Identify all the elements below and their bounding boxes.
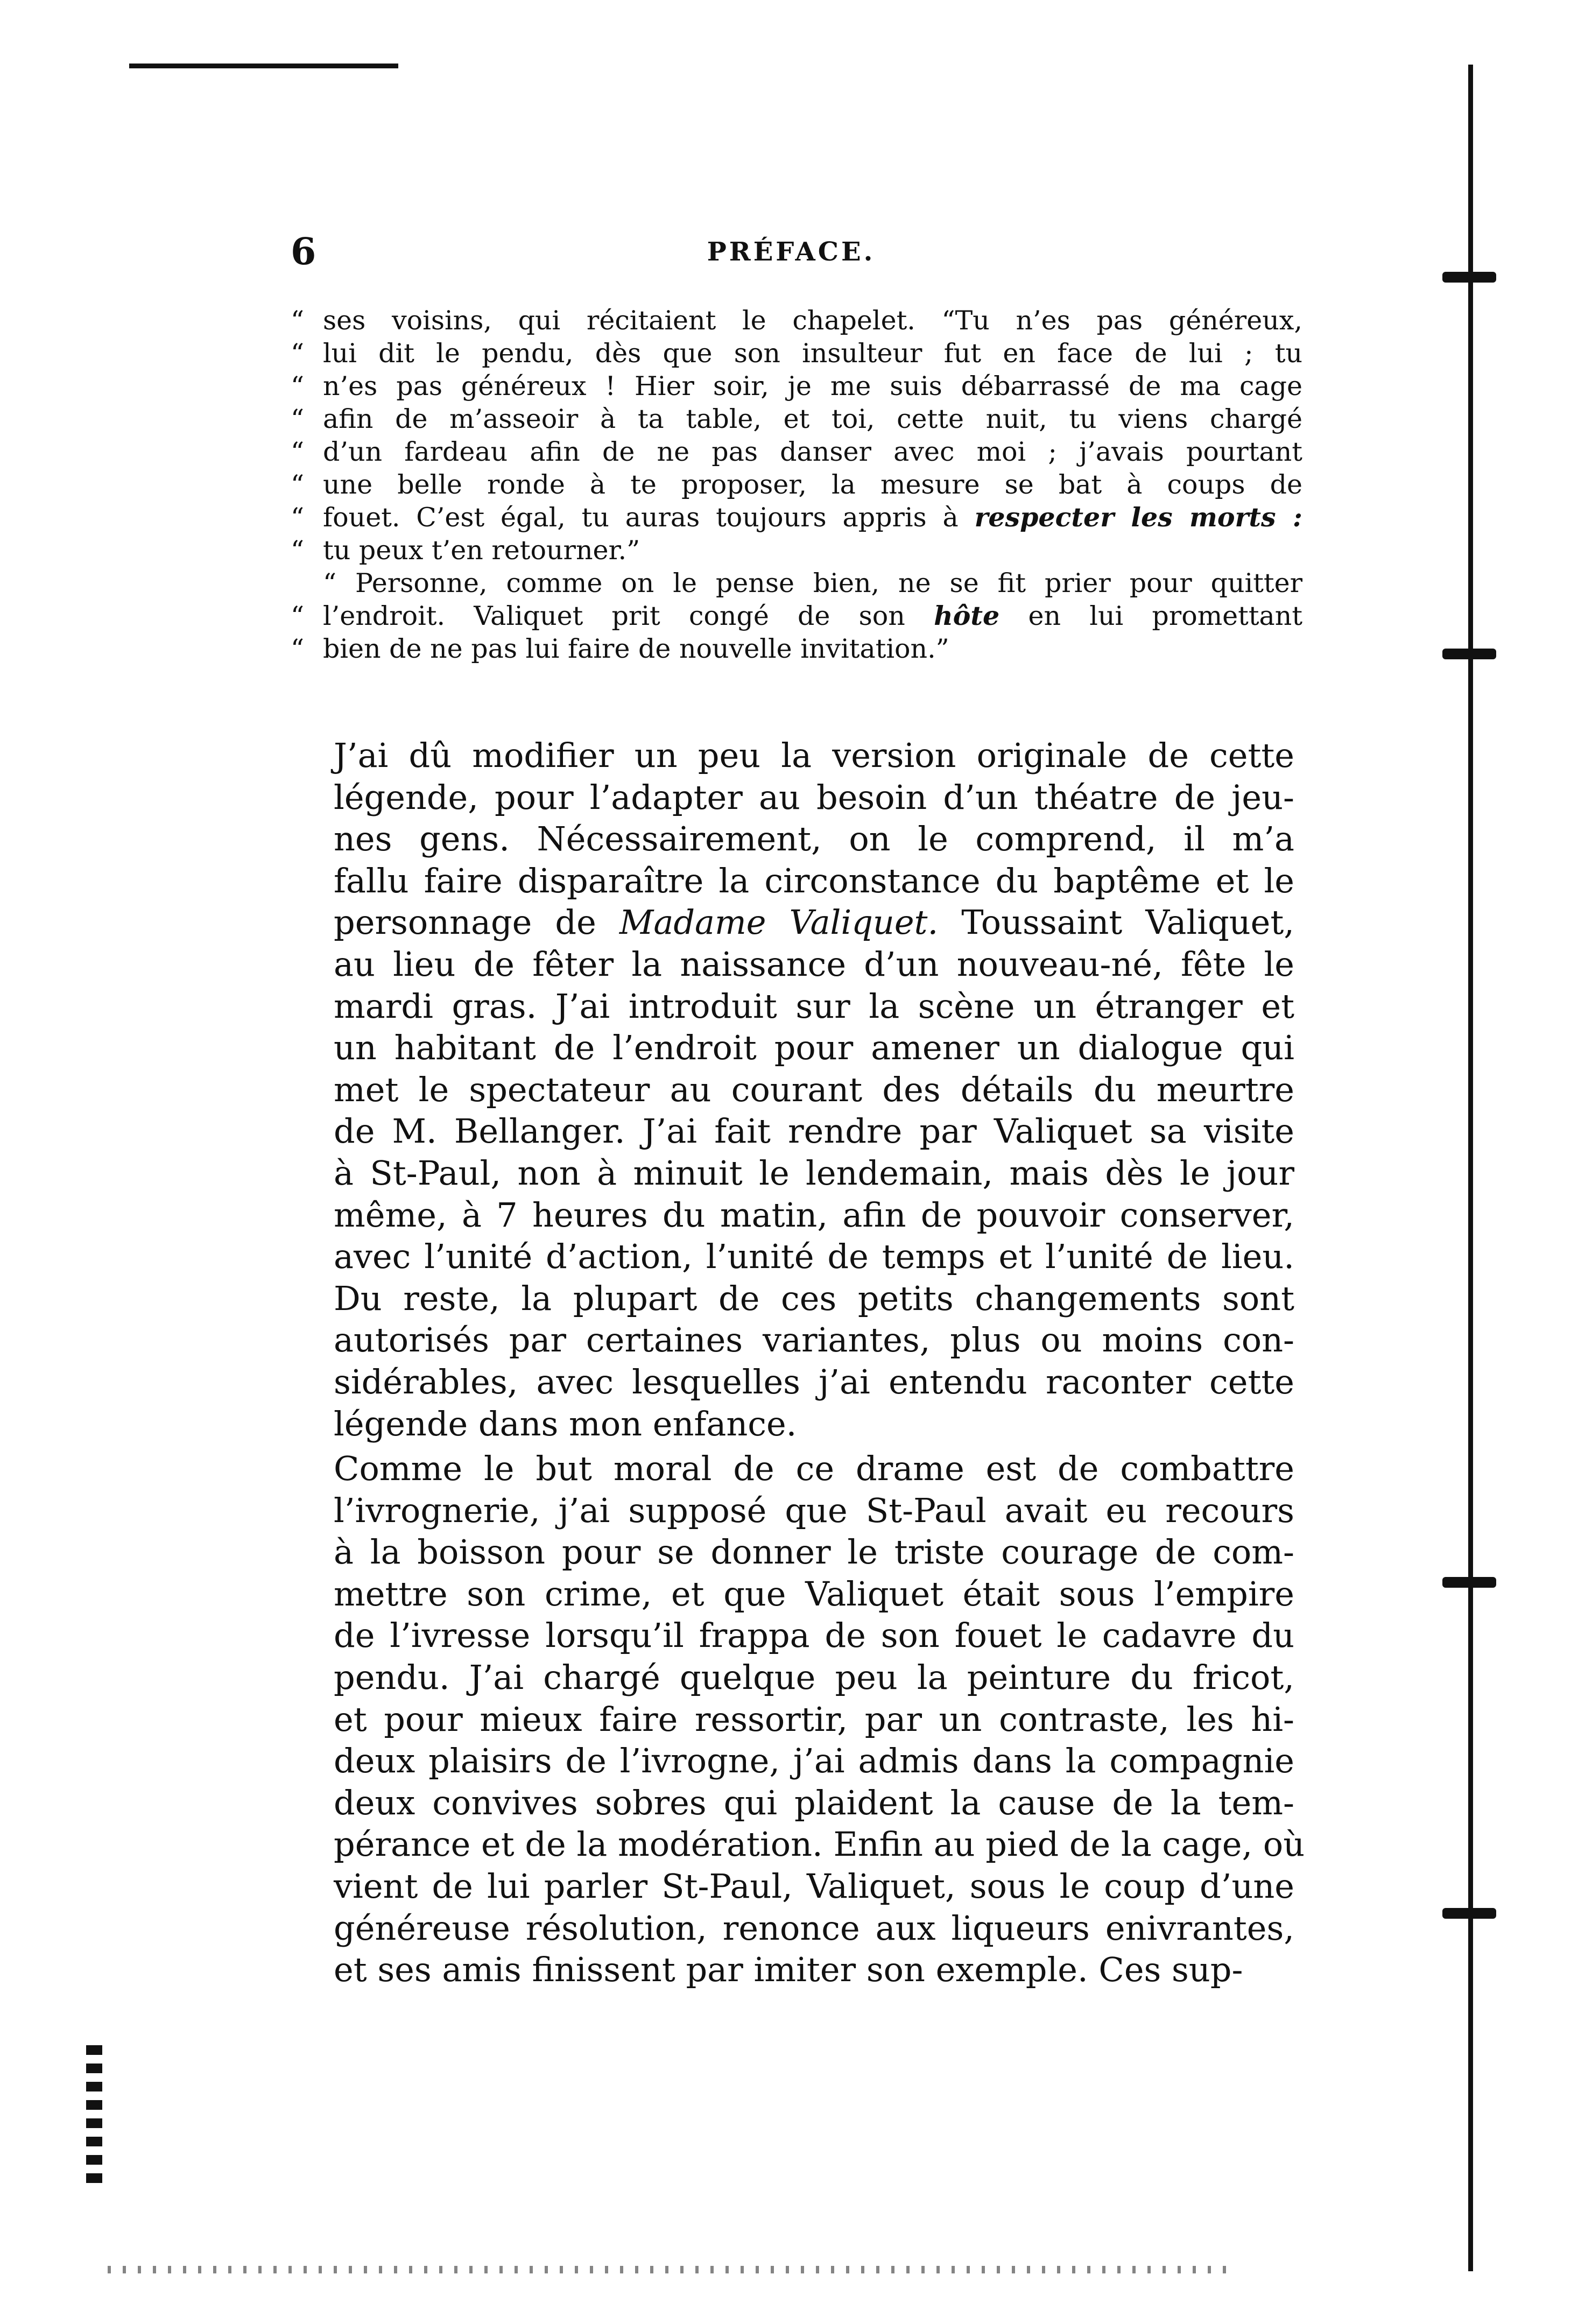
page-number: 6 [291,230,316,273]
quote-mark: “ [291,502,305,533]
text-line: de l’ivresse lorsqu’il frappa de son fouet le cadavre du [334,1616,1294,1656]
paragraph-2 [309,1448,1305,1991]
text-line: pérance et de la modération. Enfin au pied de la cage, où [334,1825,1305,1864]
quote-mark: “ [291,535,305,566]
quote-line [291,337,1302,370]
text-line: et ses amis finissent par imiter son exemple. Ces sup- [334,1950,1243,1990]
text-line: un habitant de l’endroit pour amener un dialogue qui [334,1028,1294,1068]
text-line: même, à 7 heures du matin, afin de pouvoir conserver, [334,1195,1294,1235]
italic-emphasis: respecter les morts : [974,502,1302,533]
text-line: deux convives sobres qui plaident la cause de la tem- [334,1783,1294,1822]
text-line: deux plaisirs de l’ivrogne, j’ai admis dans la compagnie [334,1741,1294,1781]
scan-bottom-noise [108,2266,1238,2273]
quoted-legend-block [291,304,1302,665]
text-line: J’ai dû modifier un peu la version originale de cette [334,736,1294,775]
quote-mark: “ [291,601,305,631]
text-line: pendu. J’ai chargé quelque peu la peinture du fricot, [334,1658,1294,1698]
text-line: et pour mieux faire ressortir, par un contraste, les hi- [334,1699,1294,1739]
text-line: Du reste, la plupart de ces petits changements sont [334,1278,1294,1318]
text-line: personnage de Madame Valiquet. Toussaint Valiquet, [334,903,1294,942]
quote-line [291,632,1302,665]
quote-mark: “ [291,305,305,336]
body-text [309,735,1305,1991]
italic-emphasis: hôte [934,600,1000,631]
quote-line-text: “ Personne, comme on le pense bien, ne se fit prier pour quitter [323,568,1302,598]
text-line: légende, pour l’adapter au besoin d’un théatre de jeu- [334,777,1294,817]
text-line: mettre son crime, et que Valiquet était sous l’empire [334,1574,1294,1614]
running-title: PRÉFACE. [707,237,876,267]
text-line: généreuse résolution, renonce aux liqueurs enivrantes, [334,1908,1294,1948]
text-line: fallu faire disparaître la circonstance du baptême et le [334,861,1294,900]
quote-mark: “ [291,338,305,369]
binding-mark [1442,1577,1496,1588]
quote-line-text: bien de ne pas lui faire de nouvelle invitation.” [323,633,949,664]
quote-line [291,468,1302,501]
scan-binding-edge [1468,65,1473,2271]
quote-line [291,403,1302,435]
quote-mark: “ [291,404,305,434]
text-line: vient de lui parler St-Paul, Valiquet, sous le coup d’une [334,1867,1294,1906]
text-line: l’ivrognerie, j’ai supposé que St-Paul avait eu recours [334,1490,1294,1530]
quote-line-text: tu peux t’en retourner.” [323,535,640,566]
quote-mark: “ [291,371,305,402]
quote-mark: “ [291,633,305,664]
running-head [291,230,1292,279]
quote-line-text: lui dit le pendu, dès que son insulteur fut en face de lui ; tu [323,338,1302,369]
quote-line-text: fouet. C’est égal, tu auras toujours appris à respecter les morts : [323,502,1302,533]
quote-line-text: n’es pas généreux ! Hier soir, je me suis débarrassé de ma cage [323,371,1302,402]
italic-name: Madame Valiquet. [619,903,939,942]
paragraph-1 [309,735,1294,1445]
text-line: autorisés par certaines variantes, plus ou moins con- [334,1320,1294,1360]
scan-top-rule [129,64,398,68]
quote-mark: “ [291,469,305,500]
quote-line-text: une belle ronde à te proposer, la mesure se bat à coups de [323,469,1302,500]
text-line: sidérables, avec lesquelles j’ai entendu raconter cette [334,1362,1294,1402]
quote-mark: “ [291,436,305,467]
text-line: de M. Bellanger. J’ai fait rendre par Valiquet sa visite [334,1111,1294,1151]
quote-line [291,600,1302,632]
quote-line-text: d’un fardeau afin de ne pas danser avec moi ; j’avais pourtant [323,436,1302,467]
binding-mark [1442,649,1496,659]
text-line: met le spectateur au courant des détails du meurtre [334,1069,1294,1109]
quote-line [291,567,1302,600]
scan-left-marks [86,2045,102,2185]
text-line: à St-Paul, non à minuit le lendemain, mais dès le jour [334,1153,1294,1193]
quote-line [291,370,1302,403]
quote-mark [291,567,323,600]
text-line: avec l’unité d’action, l’unité de temps et l’unité de lieu. [334,1237,1294,1277]
binding-mark [1442,1908,1496,1919]
text-line: nes gens. Nécessairement, on le comprend, il m’a [334,819,1294,859]
quote-line-text: afin de m’asseoir à ta table, et toi, cette nuit, tu viens chargé [323,404,1302,434]
text-line: Comme le but moral de ce drame est de combattre [334,1449,1294,1489]
text-line: légende dans mon enfance. [334,1404,797,1443]
quote-line-text: l’endroit. Valiquet prit congé de son hôte en lui promettant [323,600,1303,631]
quote-line [291,304,1302,337]
quote-line [291,501,1302,534]
quote-line [291,534,1302,567]
quote-line-text: ses voisins, qui récitaient le chapelet. “Tu n’es pas généreux, [323,305,1302,336]
text-line: mardi gras. J’ai introduit sur la scène un étranger et [334,986,1294,1026]
binding-mark [1442,272,1496,283]
text-line: au lieu de fêter la naissance d’un nouveau-né, fête le [334,944,1294,984]
quote-line [291,435,1302,468]
text-line: à la boisson pour se donner le triste courage de com- [334,1532,1294,1572]
